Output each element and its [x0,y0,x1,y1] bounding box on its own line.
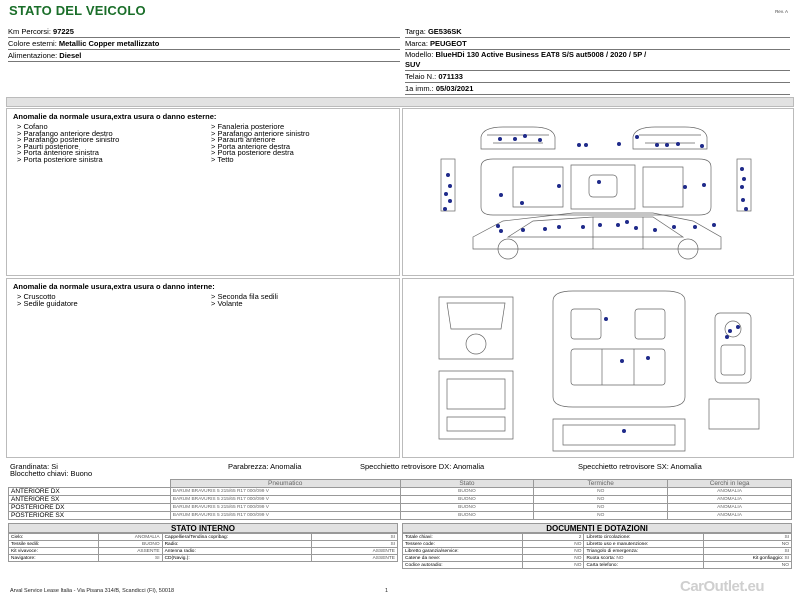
internal-anomalies-panel [6,278,400,458]
list-item: > Parafango anteriore sinistro [211,128,310,138]
list-item: > Sedile guidatore [17,298,78,308]
footer-page: 1 [385,588,389,594]
immatricolazione-row: 1a imm.: 05/03/2021 [405,83,790,95]
modello-value: BlueHDi 130 Active Business EAT8 S/S aut5008 / 2020 / 5P / [435,50,647,59]
telaio-row: Telaio N.: 071133 [405,71,790,83]
car-interior-diagram [403,279,795,459]
targa-row: Targa: GE536SK [405,26,790,38]
list-item: > Paraurti anteriore [211,135,276,145]
external-list-col2 [211,124,310,164]
external-anomalies-title: Anomalie da normale usura,extra usura o danno esterne: [13,112,217,121]
table-header-row [9,480,792,488]
documenti-table [402,533,792,569]
telaio-value: 071133 [438,72,463,81]
section-separator [6,97,794,107]
table-row: Libretto garanzia/service: NO Triangolo di emergenza: SI [403,548,792,555]
stato-interno-table [8,533,398,562]
col-header: Stato [400,480,534,488]
external-list-col1 [17,124,119,164]
modello-value-2: SUV [405,60,421,69]
table-row: POSTERIORE DX BARUM BRAVURIS 5 215/65 R17 000/099 V BUONO NO ANOMALIA [9,504,792,512]
col-header: Pneumatico [170,480,400,488]
fuel-value: Diesel [59,51,82,60]
stato-interno-section [8,523,398,562]
imm-value: 05/03/2021 [435,84,474,93]
revision-label: Rev. A [775,9,788,14]
page-title: STATO DEL VEICOLO [9,3,146,18]
list-item: > Parafango posteriore sinistro [17,135,120,145]
list-item: > Cofano [17,122,48,131]
list-item: > Fanaleria posteriore [211,122,285,131]
tyres-table [8,479,792,520]
stato-interno-title: STATO INTERNO [8,523,398,533]
documenti-title: DOCUMENTI E DOTAZIONI [402,523,792,533]
list-item: > Cruscotto [17,292,56,301]
table-row: Tessile sedili: BUONO Radio: SI [9,541,398,548]
blocchetto-chiavi: Blocchetto chiavi: Buono [10,469,93,478]
fuel-row: Alimentazione: Diesel [8,50,400,62]
internal-diagram-panel [402,278,794,458]
marca-row: Marca: PEUGEOT [405,38,790,50]
color-value: Metallic Copper metallizzato [58,39,160,48]
specchietto-sx: Specchietto retrovisore SX: Anomalia [578,462,702,471]
internal-anomalies-title: Anomalie da normale usura,extra usura o danno interne: [13,282,215,291]
list-item: > Volante [211,298,243,308]
specchietto-dx: Specchietto retrovisore DX: Anomalia [360,462,485,471]
color-row: Colore esterni: Metallic Copper metallizzato [8,38,400,50]
watermark: CarOutlet.eu [680,578,765,595]
list-item: > Porta posteriore destra [211,148,294,158]
km-value: 97225 [53,27,74,36]
table-row: Codice autoradio: NO Carta telefono: NO [403,562,792,569]
list-item: > Tetto [211,154,234,164]
list-item: > Seconda fila sedili [211,292,278,301]
modello-row: Modello: BlueHDi 130 Active Business EAT8 S/S aut5008 / 2020 / 5P / SUV [405,50,790,71]
table-row: POSTERIORE SX BARUM BRAVURIS 5 215/65 R17 000/099 V BUONO NO ANOMALIA [9,512,792,520]
car-exterior-diagram [403,109,795,277]
list-item: > Parafango anteriore destro [17,128,113,138]
external-anomalies-panel [6,108,400,276]
parabrezza: Parabrezza: Anomalia [228,462,302,471]
tyres-table-wrap [8,479,792,520]
internal-list-col1 [17,294,78,307]
table-row: ANTERIORE DX BARUM BRAVURIS 5 215/65 R17 000/099 V BUONO NO ANOMALIA [9,488,792,496]
list-item: > Porta anteriore destra [211,141,291,151]
table-row: Totale chiavi: 2 Libretto circolazione: SI [403,534,792,541]
table-row: Catene da neve: NO Ruota scorta: NO Kit gonfiaggio: SI [403,555,792,562]
col-header: Cerchi in lega [668,480,792,488]
targa-value: GE536SK [427,27,462,36]
documenti-section [402,523,792,569]
footer-company: Arval Service Lease Italia - Via Pisana 314/B, Scandicci (FI), 50018 [10,588,175,594]
list-item: > Porta posteriore sinistra [17,154,103,164]
external-diagram-panel [402,108,794,276]
marca-value: PEUGEOT [430,39,467,48]
table-row: Navigatore: SI CD(Navig.): ASSENTE [9,555,398,562]
table-row: Tessere code: NO Libretto uso e manutenzione: NO [403,541,792,548]
table-row: Kit vivavoce: ASSENTE Antenna radio: ASSENTE [9,548,398,555]
col-header: Termiche [534,480,668,488]
list-item: > Paurti posteriore [17,141,79,151]
table-row: Cielo: ANOMALIA Cappelliera/Tendina copribag: SI [9,534,398,541]
table-row: ANTERIORE SX BARUM BRAVURIS 5 215/65 R17 000/099 V BUONO NO ANOMALIA [9,496,792,504]
list-item: > Porta anteriore sinistra [17,148,99,158]
grandinata: Grandinata: Si [10,462,58,471]
internal-list-col2 [211,294,278,307]
km-row: Km Percorsi: 97225 [8,26,400,38]
